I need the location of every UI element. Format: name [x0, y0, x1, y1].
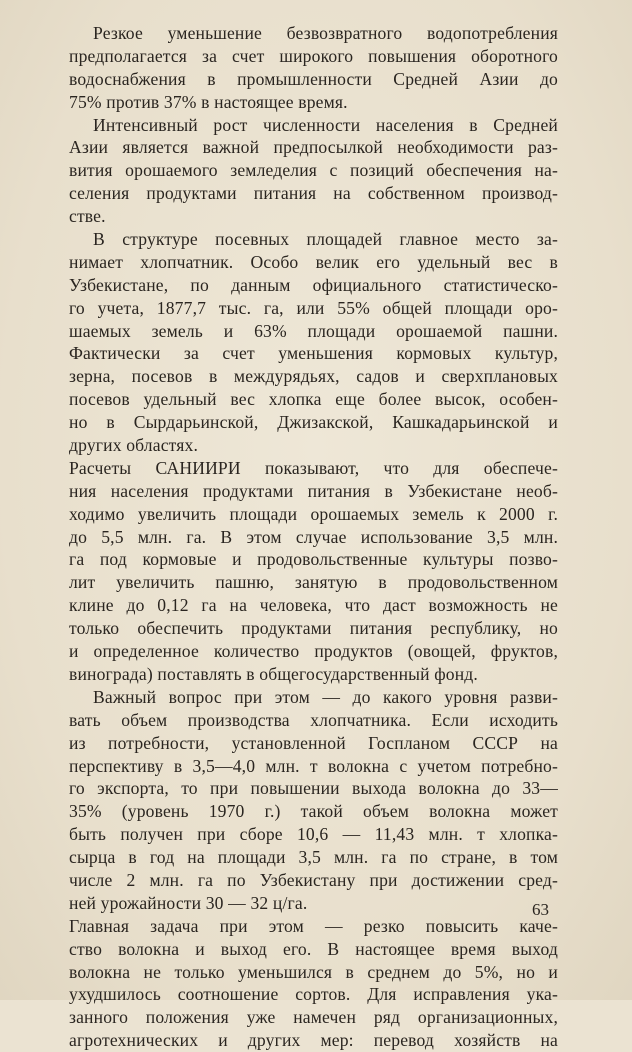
text-line: перспективу в 3,5—4,0 млн. т волокна с учетом потребно-	[69, 755, 558, 776]
text-line: Главная задача при этом — резко повысить каче-	[69, 915, 558, 936]
text-line: винограда) поставлять в общегосударственный фонд.	[69, 663, 478, 684]
text-line: вития орошаемого земледелия с позиций обеспечения на-	[69, 160, 558, 181]
text-line: и определенное количество продуктов (овощей, фруктов,	[69, 641, 558, 662]
text-line: водоснабжения в промышленности Средней Азии до	[69, 68, 558, 89]
text-line: го учета, 1877,7 тыс. га, или 55% общей площади оро-	[69, 297, 558, 318]
paragraph	[69, 686, 558, 915]
text-line: Фактически за счет уменьшения кормовых культур,	[69, 343, 558, 364]
text-line: ходимо увеличить площади орошаемых земель к 2000 г.	[69, 503, 558, 524]
text-line: Важный вопрос при этом — до какого уровня разви-	[93, 686, 558, 707]
text-line: стве.	[69, 206, 106, 227]
text-line: волокна не только уменьшился в среднем до 5%, но и	[69, 961, 558, 982]
text-line: посевов удельный вес хлопка еще более высок, особен-	[69, 389, 558, 410]
text-line: сырца в год на площади 3,5 млн. га по стране, в том	[69, 847, 558, 868]
text-line: но в Сырдарьинской, Джизакской, Кашкадарьинской и	[69, 412, 558, 433]
text-line: Резкое уменьшение безвозвратного водопотребления	[93, 23, 558, 43]
body-text	[69, 22, 558, 1052]
text-line: нимает хлопчатник. Особо велик его удельный вес в	[69, 251, 558, 272]
text-line: лит увеличить пашню, занятую в продовольственном	[69, 572, 558, 593]
text-line: 35% (уровень 1970 г.) такой объем волокна может	[69, 801, 558, 822]
paragraph	[69, 457, 558, 686]
text-line: ния населения продуктами питания в Узбекистане необ-	[69, 480, 558, 501]
text-line: других областях.	[69, 435, 198, 456]
text-line: агротехнических и других мер: перевод хозяйств на	[69, 1030, 558, 1051]
paragraph	[69, 228, 558, 457]
text-line: 75% против 37% в настоящее время.	[69, 91, 348, 112]
text-line: клине до 0,12 га на человека, что даст возможность не	[69, 595, 558, 616]
text-line: ухудшилось соотношение сортов. Для исправления ука-	[69, 984, 558, 1005]
text-line: предполагается за счет широкого повышения оборотного	[69, 45, 558, 66]
text-line: В структуре посевных площадей главное место за-	[93, 229, 558, 250]
text-line: ней урожайности 30 — 32 ц/га.	[69, 892, 308, 913]
text-line: Узбекистане, по данным официального статистическо-	[69, 274, 558, 295]
page-number: 63	[532, 900, 549, 919]
text-line: Расчеты САНИИРИ показывают, что для обеспече-	[69, 457, 558, 478]
text-line: числе 2 млн. га по Узбекистану при достижении сред-	[69, 869, 558, 890]
text-line: Интенсивный рост численности населения в Средней	[93, 114, 558, 135]
text-line: Азии является важной предпосылкой необходимости раз-	[69, 137, 558, 158]
text-line: быть получен при сборе 10,6 — 11,43 млн. т хлопка-	[69, 824, 558, 845]
text-line: вать объем производства хлопчатника. Если исходить	[69, 709, 558, 730]
text-line: только обеспечить продуктами питания республику, но	[69, 618, 558, 639]
text-line: зерна, посевов в междурядьях, садов и сверхплановых	[69, 366, 558, 387]
paragraph	[69, 915, 558, 1052]
text-line: го экспорта, то при повышении выхода волокна до 33—	[69, 778, 558, 799]
text-line: ство волокна и выход его. В настоящее время выход	[69, 938, 558, 959]
text-line: из потребности, установленной Госпланом СССР на	[69, 732, 558, 753]
text-line: до 5,5 млн. га. В этом случае использование 3,5 млн.	[69, 526, 558, 547]
text-line: шаемых земель и 63% площади орошаемой пашни.	[69, 320, 558, 341]
paragraph	[69, 22, 558, 114]
text-line: занного положения уже намечен ряд организационных,	[69, 1007, 558, 1028]
paragraph	[69, 114, 558, 228]
text-line: га под кормовые и продовольственные культуры позво-	[69, 549, 558, 570]
text-line: селения продуктами питания на собственном производ-	[69, 183, 558, 204]
